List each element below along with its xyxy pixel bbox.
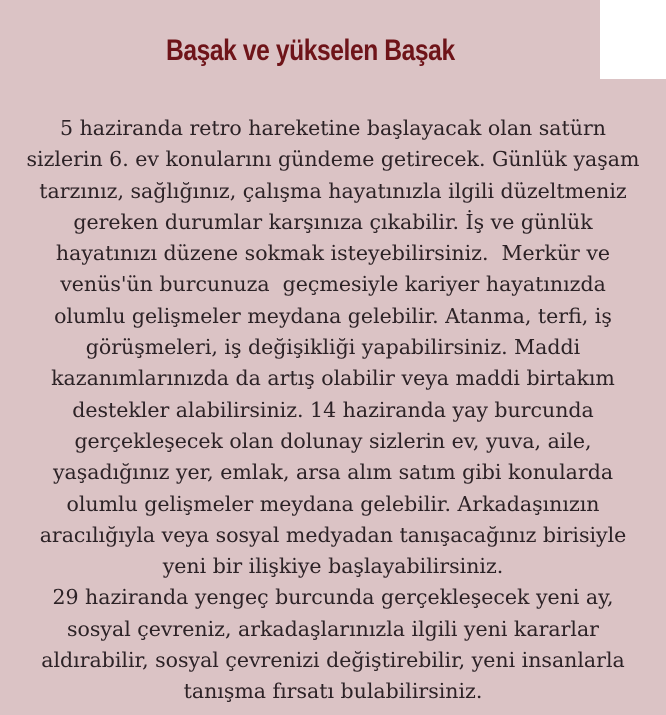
text-line: destekler alabilirsiniz. 14 haziranda yay burcunda	[72, 397, 594, 422]
text-line: aldırabilir, sosyal çevrenizi değiştirebilir, yeni insanlarla	[41, 648, 625, 673]
text-line: yaşadığınız yer, emlak, arsa alım satım gibi konularda	[52, 460, 614, 485]
text-line: 29 haziranda yengeç burcunda gerçekleşecek yeni ay,	[52, 585, 614, 610]
text-line: olumlu gelişmeler meydana gelebilir. Arkadaşınızın	[66, 491, 600, 516]
text-line: aracılığıyla veya sosyal medyadan tanışacağınız birisiyle	[39, 522, 627, 547]
text-line: sosyal çevreniz, arkadaşlarınızla ilgili yeni kararlar	[67, 616, 599, 641]
text-line: olumlu gelişmeler meydana gelebilir. Atanma, terfi, iş	[54, 303, 612, 328]
text-line: gereken durumlar karşınıza çıkabilir. İş ve günlük	[73, 209, 593, 234]
corner-white-block	[600, 0, 666, 79]
text-line: sizlerin 6. ev konularını gündeme getirecek. Günlük yaşam	[26, 147, 640, 172]
page-title: Başak ve yükselen Başak	[166, 34, 455, 67]
text-line: hayatınızı düzene sokmak isteyebilirsiniz. Merkür ve	[55, 241, 611, 266]
text-line: kazanımlarınızda da artış olabilir veya maddi birtakım	[51, 366, 615, 391]
text-line: görüşmeleri, iş değişikliği yapabilirsiniz. Maddi	[85, 335, 581, 360]
text-line: tanışma fırsatı bulabilirsiniz.	[183, 679, 483, 704]
text-line: yeni bir ilişkiye başlayabilirsiniz.	[162, 554, 504, 579]
text-line: venüs'ün burcunuza geçmesiyle kariyer hayatınızda	[60, 272, 606, 297]
text-line: gerçekleşecek olan dolunay sizlerin ev, yuva, aile,	[74, 428, 592, 453]
horoscope-text	[20, 113, 646, 708]
text-line: tarzınız, sağlığınız, çalışma hayatınızla ilgili düzeltmeniz	[39, 178, 627, 203]
text-line: 5 haziranda retro hareketine başlayacak olan satürn	[60, 116, 606, 140]
